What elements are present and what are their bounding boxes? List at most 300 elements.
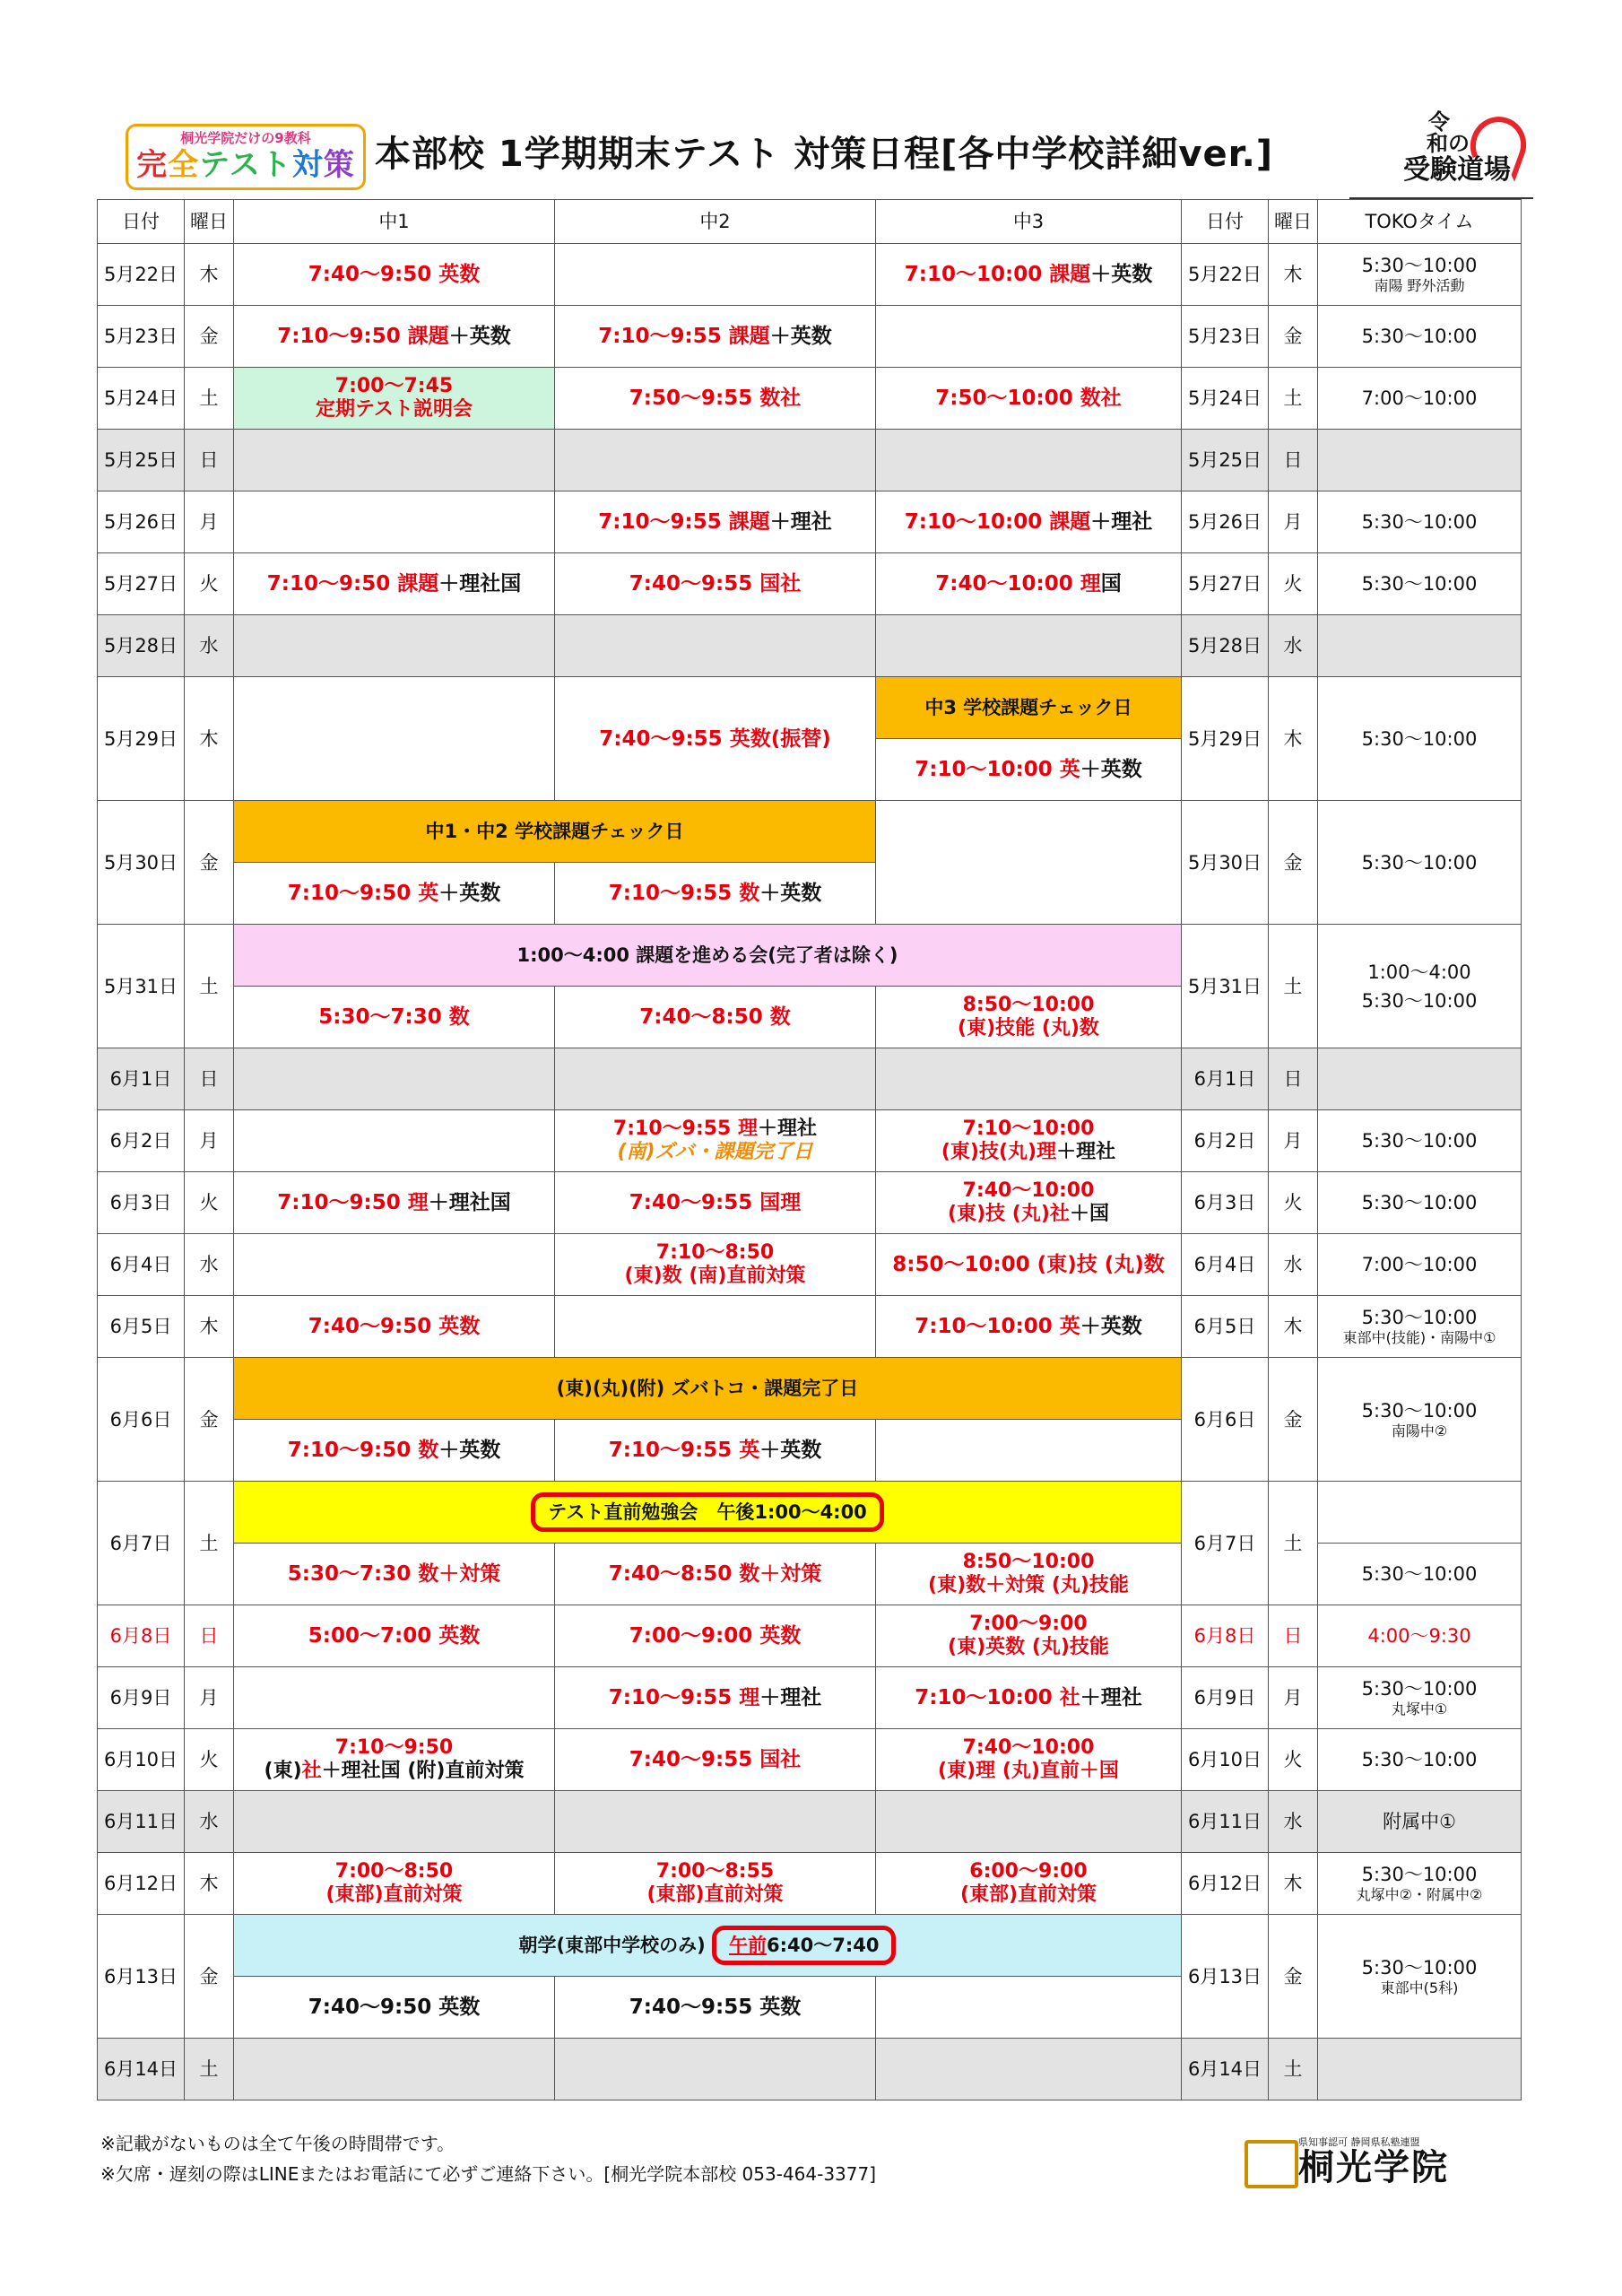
grade1-cell (234, 1544, 555, 1605)
date-cell: 6月3日 (1182, 1172, 1269, 1234)
toko-time: 5:30〜10:00 (1361, 255, 1478, 276)
brand-logo-right (1372, 111, 1542, 199)
logo-right-text: 和の (1427, 131, 1470, 156)
event-text: 6:00〜9:00 (969, 1860, 1088, 1883)
grade2-cell (555, 987, 876, 1048)
weekday-cell: 金 (1269, 801, 1318, 925)
date-cell: 6月11日 (1182, 1791, 1269, 1853)
grade1-cell (234, 1729, 555, 1791)
event-text: 英 (739, 1439, 760, 1462)
table-row (98, 1605, 1522, 1667)
toko-cell (1318, 1853, 1522, 1915)
weekday-cell: 日 (1269, 430, 1318, 491)
date-cell: 6月12日 (98, 1853, 185, 1915)
weekday-cell: 木 (185, 677, 234, 801)
banner-text: 朝学(東部中学校のみ) (518, 1935, 706, 1956)
grade2-cell (555, 1420, 876, 1482)
event-text: 7:10〜10:00 (915, 758, 1060, 781)
event-text: 7:10〜9:55 (608, 1439, 740, 1462)
event-text: 英 (1059, 1315, 1080, 1338)
weekday-cell: 日 (185, 430, 234, 491)
date-cell: 6月10日 (1182, 1729, 1269, 1791)
toko-note: 南陽中② (1391, 1422, 1448, 1439)
grade1-cell (234, 244, 555, 306)
date-cell: 6月1日 (98, 1048, 185, 1110)
date-cell: 5月31日 (1182, 925, 1269, 1048)
grade1-cell (234, 863, 555, 925)
logo-name: 桐光学院 (1298, 2147, 1449, 2188)
event-text: ＋理社 (1056, 1141, 1116, 1163)
event-text: 課題 (1049, 510, 1091, 534)
weekday-cell: 日 (185, 1605, 234, 1667)
weekday-cell: 水 (185, 1234, 234, 1296)
grade3-cell (876, 244, 1182, 306)
toko-cell (1318, 2039, 1522, 2100)
table-row (98, 368, 1522, 430)
toko-cell: 7:00〜10:00 (1318, 368, 1522, 430)
grade1-cell (234, 1234, 555, 1296)
date-cell: 5月28日 (1182, 615, 1269, 677)
grade3-cell (876, 1234, 1182, 1296)
event-text: 7:10〜10:00 (962, 1118, 1095, 1140)
grade3-cell (876, 987, 1182, 1048)
toko-cell (1318, 1915, 1522, 2039)
event-text: (東)数＋対策 (丸)技能 (928, 1574, 1129, 1596)
weekday-cell: 金 (1269, 306, 1318, 368)
date-cell: 5月31日 (98, 925, 185, 1048)
event-text: 課題 (728, 325, 770, 348)
grade2-cell (555, 368, 876, 430)
grade3-cell (876, 1729, 1182, 1791)
event-text: 理 (739, 1686, 760, 1709)
date-cell: 5月27日 (1182, 553, 1269, 615)
weekday-cell: 水 (1269, 1234, 1318, 1296)
grade2-cell (555, 1234, 876, 1296)
banner-text: 午前 (729, 1935, 768, 1956)
event-text: 7:10〜9:50 (287, 1439, 419, 1462)
event-text: 7:40〜9:50 英数 (308, 1996, 481, 2019)
grade2-cell (555, 553, 876, 615)
event-text: 英 (418, 882, 439, 905)
footer-note: ※欠席・遅刻の際はLINEまたはお電話にて必ずご連絡下さい。[桐光学院本部校 053-464-3377] (100, 2163, 877, 2185)
logo-subtext: 県知事認可 静岡県私塾連盟 (1298, 2136, 1420, 2148)
weekday-cell: 日 (185, 1048, 234, 1110)
toko-cell (1318, 615, 1522, 677)
toko-note: 丸塚中① (1391, 1700, 1448, 1718)
table-row (98, 1482, 1522, 1544)
weekday-cell: 土 (1269, 2039, 1318, 2100)
toko-time: 5:30〜10:00 (1361, 1307, 1478, 1328)
page-title: 本部校 1学期期末テスト 対策日程[各中学校詳細ver.] (375, 134, 1274, 175)
all-grades-banner: (東)(丸)(附) ズバトコ・課題完了日 (234, 1358, 1182, 1420)
weekday-cell: 金 (1269, 1915, 1318, 2039)
logo-part: 完 (136, 147, 169, 183)
grade1-cell (234, 1791, 555, 1853)
date-cell: 6月8日 (98, 1605, 185, 1667)
grade12-banner: 中1・中2 学校課題チェック日 (234, 801, 876, 863)
toko-time: 5:30〜10:00 (1361, 989, 1478, 1012)
grade1-cell (234, 1977, 555, 2039)
date-cell: 6月6日 (1182, 1358, 1269, 1482)
event-text: ＋理社 (1080, 1686, 1142, 1709)
date-cell: 6月1日 (1182, 1048, 1269, 1110)
grade2-cell (555, 1667, 876, 1729)
toko-note: 南陽 野外活動 (1374, 277, 1465, 294)
date-cell: 5月26日 (98, 491, 185, 553)
weekday-cell: 土 (185, 1482, 234, 1605)
grade3-cell (876, 430, 1182, 491)
grade1-cell (234, 1853, 555, 1915)
table-row (98, 1110, 1522, 1172)
toko-cell (1318, 244, 1522, 306)
event-text: 7:10〜10:00 (915, 1315, 1060, 1338)
table-row (98, 2039, 1522, 2100)
date-cell: 5月29日 (1182, 677, 1269, 801)
logo-part: テスト (199, 147, 292, 183)
date-cell: 6月7日 (1182, 1482, 1269, 1605)
grade2-cell (555, 491, 876, 553)
date-cell: 6月14日 (98, 2039, 185, 2100)
event-text: 課題 (407, 325, 449, 348)
event-text: 5:30〜7:30 数＋対策 (287, 1562, 501, 1586)
event-text: ＋理社国 (附)直前対策 (321, 1760, 525, 1782)
weekday-cell: 火 (185, 1172, 234, 1234)
grade3-cell (876, 615, 1182, 677)
book-emblem-icon (1245, 2140, 1298, 2188)
grade2-cell (555, 430, 876, 491)
grade2-cell (555, 1110, 876, 1172)
event-text: ＋英数 (759, 882, 822, 905)
toko-cell: 5:30〜10:00 (1318, 1544, 1522, 1605)
event-text: ＋英数 (438, 882, 501, 905)
grade3-cell (876, 2039, 1182, 2100)
table-header-row (98, 200, 1522, 244)
highlight-box (712, 1926, 896, 1965)
event-text: ＋理社 (1090, 510, 1153, 534)
date-cell: 5月29日 (98, 677, 185, 801)
table-row (98, 1172, 1522, 1234)
event-text: 7:40〜9:55 国社 (629, 572, 802, 596)
grade2-cell (555, 2039, 876, 2100)
event-text: 社 (301, 1760, 322, 1782)
date-cell: 6月9日 (98, 1667, 185, 1729)
table-row (98, 615, 1522, 677)
event-text: 8:50〜10:00 (962, 994, 1095, 1016)
event-text: 7:10〜9:50 (266, 572, 398, 596)
event-text: 理 (1080, 572, 1101, 596)
date-cell: 6月4日 (98, 1234, 185, 1296)
date-cell: 6月12日 (1182, 1853, 1269, 1915)
grade3-cell (876, 1110, 1182, 1172)
table-row (98, 1296, 1522, 1358)
date-cell: 5月24日 (98, 368, 185, 430)
date-cell: 5月24日 (1182, 368, 1269, 430)
weekday-cell: 土 (1269, 1482, 1318, 1605)
toko-time: 5:30〜10:00 (1361, 1678, 1478, 1700)
event-text: 7:10〜9:55 (608, 882, 740, 905)
table-row (98, 1667, 1522, 1729)
event-text: 8:50〜10:00 (962, 1551, 1095, 1573)
weekday-cell: 土 (1269, 925, 1318, 1048)
grade2-cell (555, 1048, 876, 1110)
toko-time: 1:00〜4:00 (1367, 961, 1471, 983)
event-text: 7:40〜9:50 英数 (308, 263, 481, 286)
grade1-cell (234, 430, 555, 491)
weekday-cell: 木 (1269, 1296, 1318, 1358)
grade3-cell (876, 1853, 1182, 1915)
event-text: 課題 (1049, 263, 1091, 286)
weekday-cell: 水 (185, 1791, 234, 1853)
date-cell: 6月13日 (1182, 1915, 1269, 2039)
toko-cell (1318, 1296, 1522, 1358)
grade1-cell (234, 1110, 555, 1172)
weekday-cell: 月 (185, 1667, 234, 1729)
grade1-cell (234, 2039, 555, 2100)
event-text: 社 (1059, 1686, 1080, 1709)
event-text: 7:40〜9:50 英数 (308, 1315, 481, 1338)
weekday-cell: 金 (1269, 1358, 1318, 1482)
brand-logo-left (126, 124, 366, 190)
event-text: (東)技(丸) (941, 1141, 1037, 1163)
grade3-cell (876, 1420, 1182, 1482)
weekday-cell: 金 (185, 1358, 234, 1482)
date-cell: 6月8日 (1182, 1605, 1269, 1667)
event-text: 7:10〜9:55 (608, 1686, 740, 1709)
toko-note: 丸塚中②・附属中② (1356, 1886, 1483, 1903)
toko-note: 東部中(5科) (1380, 1979, 1459, 1996)
schedule-table (97, 199, 1522, 2100)
event-text: 7:40〜10:00 (935, 572, 1080, 596)
table-row (98, 801, 1522, 863)
table-row (98, 244, 1522, 306)
grade1-cell (234, 677, 555, 801)
date-cell: 6月9日 (1182, 1667, 1269, 1729)
col-header: TOKOタイム (1318, 200, 1522, 244)
date-cell: 5月27日 (98, 553, 185, 615)
weekday-cell: 日 (1269, 1048, 1318, 1110)
toko-cell (1318, 1667, 1522, 1729)
logo-right-text: 令 (1428, 109, 1450, 135)
grade2-cell (555, 244, 876, 306)
logo-right-text: 受験道場 (1403, 154, 1511, 186)
event-text: 7:50〜9:55 数社 (629, 387, 802, 410)
event-text: 数 (739, 882, 760, 905)
grade2-cell (555, 1791, 876, 1853)
event-text: (東)理 (丸)直前＋国 (938, 1760, 1119, 1782)
grade2-cell (555, 1853, 876, 1915)
footer-note: ※記載がないものは全て午後の時間帯です。 (100, 2133, 455, 2154)
toko-cell: 5:30〜10:00 (1318, 306, 1522, 368)
grade2-cell (555, 677, 876, 801)
grade1-cell (234, 1048, 555, 1110)
event-text: 課題 (728, 510, 770, 534)
event-text: 7:10〜10:00 (915, 1686, 1060, 1709)
toko-cell: 5:30〜10:00 (1318, 1729, 1522, 1791)
event-text: 7:40〜8:50 数 (639, 1005, 791, 1029)
event-text: 7:10〜9:50 (277, 325, 408, 348)
grade3-cell (876, 1172, 1182, 1234)
grade2-cell (555, 1729, 876, 1791)
weekday-cell: 火 (1269, 553, 1318, 615)
grade2-cell (555, 1977, 876, 2039)
event-text: 7:10〜9:55 (598, 510, 729, 534)
event-text: 7:50〜10:00 数社 (935, 387, 1122, 410)
col-header: 日付 (98, 200, 185, 244)
event-text: 理 (1037, 1141, 1057, 1163)
event-text: 国 (1100, 572, 1122, 596)
event-text: ＋理社 (758, 1118, 818, 1140)
toko-cell (1318, 1482, 1522, 1544)
toko-cell: 5:30〜10:00 (1318, 801, 1522, 925)
grade3-cell (876, 1296, 1182, 1358)
grade3-cell (876, 739, 1182, 801)
event-text: ＋英数 (1090, 263, 1153, 286)
logo-wordmark (128, 147, 363, 183)
event-text: ＋国 (1069, 1203, 1109, 1225)
event-text: 7:40〜10:00 (962, 1179, 1095, 1202)
date-cell: 5月23日 (98, 306, 185, 368)
event-text: ＋英数 (438, 1439, 501, 1462)
event-text: ＋理社国 (428, 1191, 511, 1214)
grade2-cell (555, 306, 876, 368)
weekday-cell: 月 (1269, 1110, 1318, 1172)
toko-cell (1318, 1048, 1522, 1110)
weekday-cell: 月 (185, 491, 234, 553)
date-cell: 5月25日 (98, 430, 185, 491)
grade3-cell (876, 801, 1182, 925)
event-text: 5:00〜7:00 英数 (308, 1624, 481, 1648)
weekday-cell: 金 (185, 1915, 234, 2039)
table-row (98, 677, 1522, 739)
weekday-cell: 木 (185, 1853, 234, 1915)
weekday-cell: 木 (1269, 677, 1318, 801)
event-text: 7:40〜8:50 数＋対策 (608, 1562, 822, 1586)
event-text: 5:30〜7:30 数 (318, 1005, 470, 1029)
table-row (98, 1791, 1522, 1853)
toko-cell: 5:30〜10:00 (1318, 491, 1522, 553)
event-text: ＋英数 (448, 325, 511, 348)
event-text: ＋英数 (769, 325, 832, 348)
col-header: 曜日 (1269, 200, 1318, 244)
event-text: ＋英数 (759, 1439, 822, 1462)
event-text: (東部)直前対策 (959, 1883, 1097, 1906)
grade3-banner: 中3 学校課題チェック日 (876, 677, 1182, 739)
logo-part: 全 (168, 147, 200, 183)
grade1-cell (234, 615, 555, 677)
grade1-cell (234, 368, 555, 430)
weekday-cell: 土 (1269, 368, 1318, 430)
table-row (98, 925, 1522, 987)
event-text: (東部)直前対策 (325, 1883, 463, 1906)
grade3-cell (876, 1791, 1182, 1853)
brand-logo-bottom (1237, 2135, 1506, 2188)
toko-time: 5:30〜10:00 (1361, 1864, 1478, 1885)
grade1-cell (234, 1605, 555, 1667)
table-row (98, 553, 1522, 615)
grade2-cell (555, 863, 876, 925)
weekday-cell: 土 (185, 368, 234, 430)
date-cell: 6月3日 (98, 1172, 185, 1234)
table-row (98, 1234, 1522, 1296)
toko-cell: 7:00〜10:00 (1318, 1234, 1522, 1296)
event-text: 7:40〜9:55 国理 (629, 1191, 802, 1214)
event-text: (東) (264, 1760, 302, 1782)
date-cell: 5月30日 (1182, 801, 1269, 925)
weekday-cell: 水 (185, 615, 234, 677)
date-cell: 6月6日 (98, 1358, 185, 1482)
weekday-cell: 日 (1269, 1605, 1318, 1667)
weekday-cell: 土 (185, 2039, 234, 2100)
weekday-cell: 木 (1269, 244, 1318, 306)
weekday-cell: 火 (1269, 1729, 1318, 1791)
table-row (98, 1358, 1522, 1420)
grade3-cell (876, 1048, 1182, 1110)
event-text: ＋理社 (759, 1686, 822, 1709)
date-cell: 5月30日 (98, 801, 185, 925)
event-text: 7:00〜8:55 (655, 1860, 775, 1883)
event-text: 英 (1059, 758, 1080, 781)
all-grades-banner (234, 1915, 1182, 1977)
event-text: (東)英数 (丸)技能 (948, 1636, 1109, 1658)
date-cell: 5月28日 (98, 615, 185, 677)
col-header: 日付 (1182, 200, 1269, 244)
weekday-cell: 金 (185, 306, 234, 368)
event-text: 7:10〜9:50 (334, 1736, 454, 1759)
grade2-cell (555, 615, 876, 677)
grade3-cell (876, 1977, 1182, 2039)
event-text: (東)技能 (丸)数 (958, 1017, 1099, 1039)
date-cell: 6月4日 (1182, 1234, 1269, 1296)
toko-cell: 5:30〜10:00 (1318, 1172, 1522, 1234)
grade2-cell (555, 1172, 876, 1234)
table-row (98, 1915, 1522, 1977)
grade1-cell (234, 1296, 555, 1358)
weekday-cell: 火 (185, 553, 234, 615)
logo-tagline: 桐光学院だけの9教科 (180, 130, 311, 146)
banner-text: 6:40〜7:40 (767, 1935, 880, 1956)
grade1-cell (234, 491, 555, 553)
weekday-cell: 木 (1269, 1853, 1318, 1915)
event-text: 7:00〜7:45 (334, 375, 454, 397)
date-cell: 5月22日 (1182, 244, 1269, 306)
event-text: 7:00〜9:00 英数 (629, 1624, 802, 1648)
grade3-cell (876, 553, 1182, 615)
grade1-cell (234, 1420, 555, 1482)
grade3-cell (876, 306, 1182, 368)
table-row (98, 306, 1522, 368)
event-text: 7:10〜10:00 (904, 510, 1050, 534)
event-text: 理 (407, 1191, 429, 1214)
grade1-cell (234, 1667, 555, 1729)
logo-part: 対 (291, 147, 324, 183)
event-text: 7:10〜8:50 (655, 1241, 775, 1264)
event-text: 7:40〜9:55 国社 (629, 1748, 802, 1771)
col-header: 中3 (876, 200, 1182, 244)
weekday-cell: 火 (185, 1729, 234, 1791)
grade1-cell (234, 553, 555, 615)
toko-cell (1318, 925, 1522, 1048)
event-note: (南)ズバ・課題完了日 (617, 1141, 813, 1163)
event-text: 7:10〜10:00 (904, 263, 1050, 286)
weekday-cell: 木 (185, 1296, 234, 1358)
toko-time: 5:30〜10:00 (1361, 1399, 1478, 1422)
event-text: 7:00〜9:00 (969, 1613, 1088, 1635)
event-text: 数 (418, 1439, 439, 1462)
event-text: 7:40〜10:00 (962, 1736, 1095, 1759)
toko-cell: 5:30〜10:00 (1318, 553, 1522, 615)
grade1-cell (234, 306, 555, 368)
grade3-cell (876, 368, 1182, 430)
